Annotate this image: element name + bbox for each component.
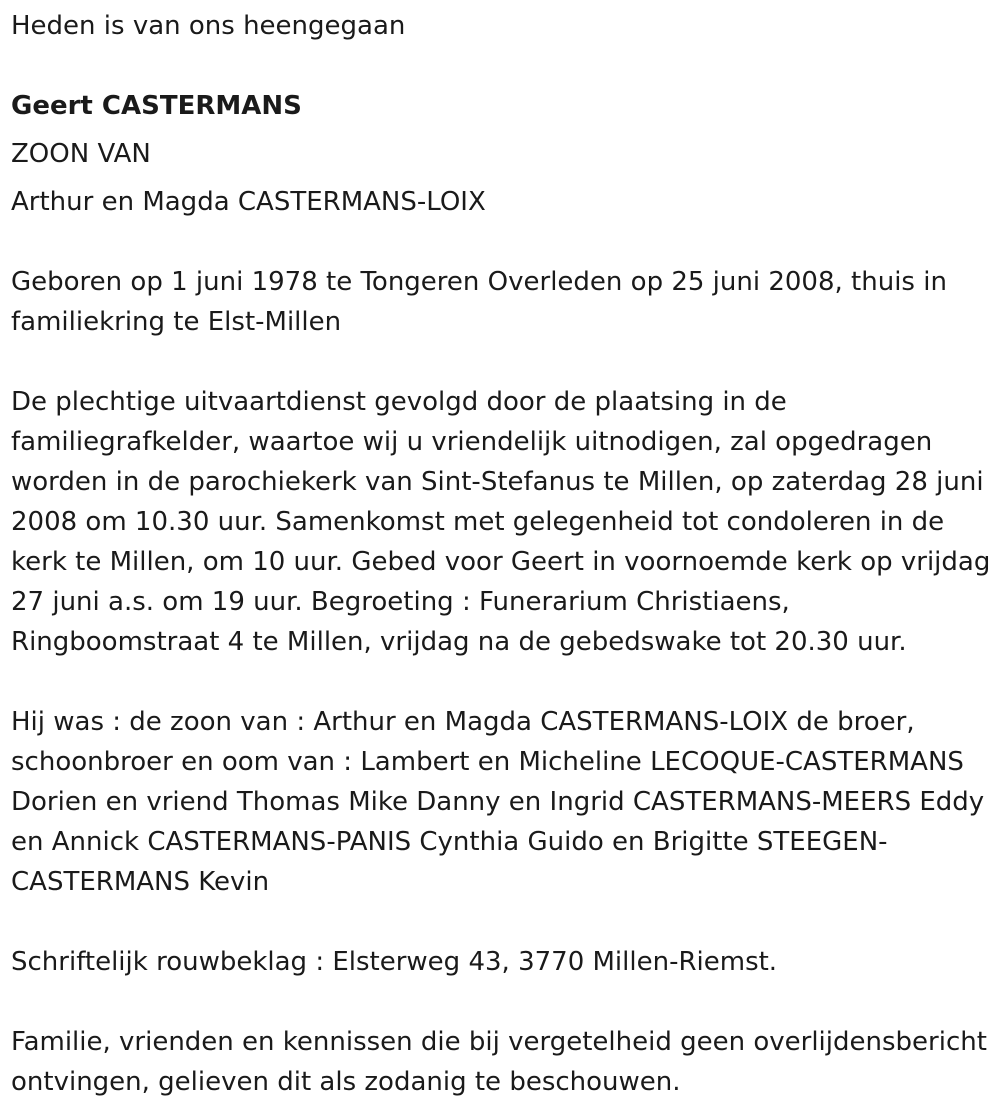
spacer	[11, 222, 996, 262]
condolence-address: Schriftelijk rouwbeklag : Elsterweg 43, 3770 Millen-Riemst.	[11, 947, 778, 977]
deceased-name: Geert CASTERMANS	[11, 91, 302, 121]
spacer	[11, 982, 996, 1022]
intro-text: Heden is van ons heengegaan	[11, 11, 406, 41]
obituary-notice	[11, 6, 996, 1102]
parents-text: Arthur en Magda CASTERMANS-LOIX	[11, 187, 486, 217]
spacer	[11, 902, 996, 942]
closing-text: Familie, vrienden en kennissen die bij vergetelheid geen overlijdensbericht ontvingen, gelieven dit als zodanig te beschouwen.	[11, 1027, 987, 1097]
spacer	[11, 342, 996, 382]
spacer	[11, 662, 996, 702]
funeral-text: De plechtige uitvaartdienst gevolgd door de plaatsing in de familiegrafkelder, waartoe wij u vriendelijk uitnodigen, zal opgedragen worden in de parochiekerk van Sint-Stefanus te Millen, op zaterdag 28 juni 2008 om 10.30 uur. Samenkomst met gelegenheid tot condoleren in de kerk te Millen, om 10 uur. Gebed voor Geert in voornoemde kerk op vrijdag 27 juni a.s. om 19 uur. Begroeting : Funerarium Christiaens, Ringboomstraat 4 te Millen, vrijdag na de gebedswake tot 20.30 uur.	[11, 387, 991, 657]
family-text: Hij was : de zoon van : Arthur en Magda CASTERMANS-LOIX de broer, schoonbroer en oom van : Lambert en Micheline LECOQUE-CASTERMANS Dorien en vriend Thomas Mike Danny en Ingrid CASTERMANS-MEERS Eddy en Annick CASTERMANS-PANIS Cynthia Guido en Brigitte STEEGEN-CASTERMANS Kevin	[11, 707, 985, 897]
birth-death-text: Geboren op 1 juni 1978 te Tongeren Overleden op 25 juni 2008, thuis in familiekring te Elst-Millen	[11, 267, 947, 337]
relation-label: ZOON VAN	[11, 139, 151, 169]
